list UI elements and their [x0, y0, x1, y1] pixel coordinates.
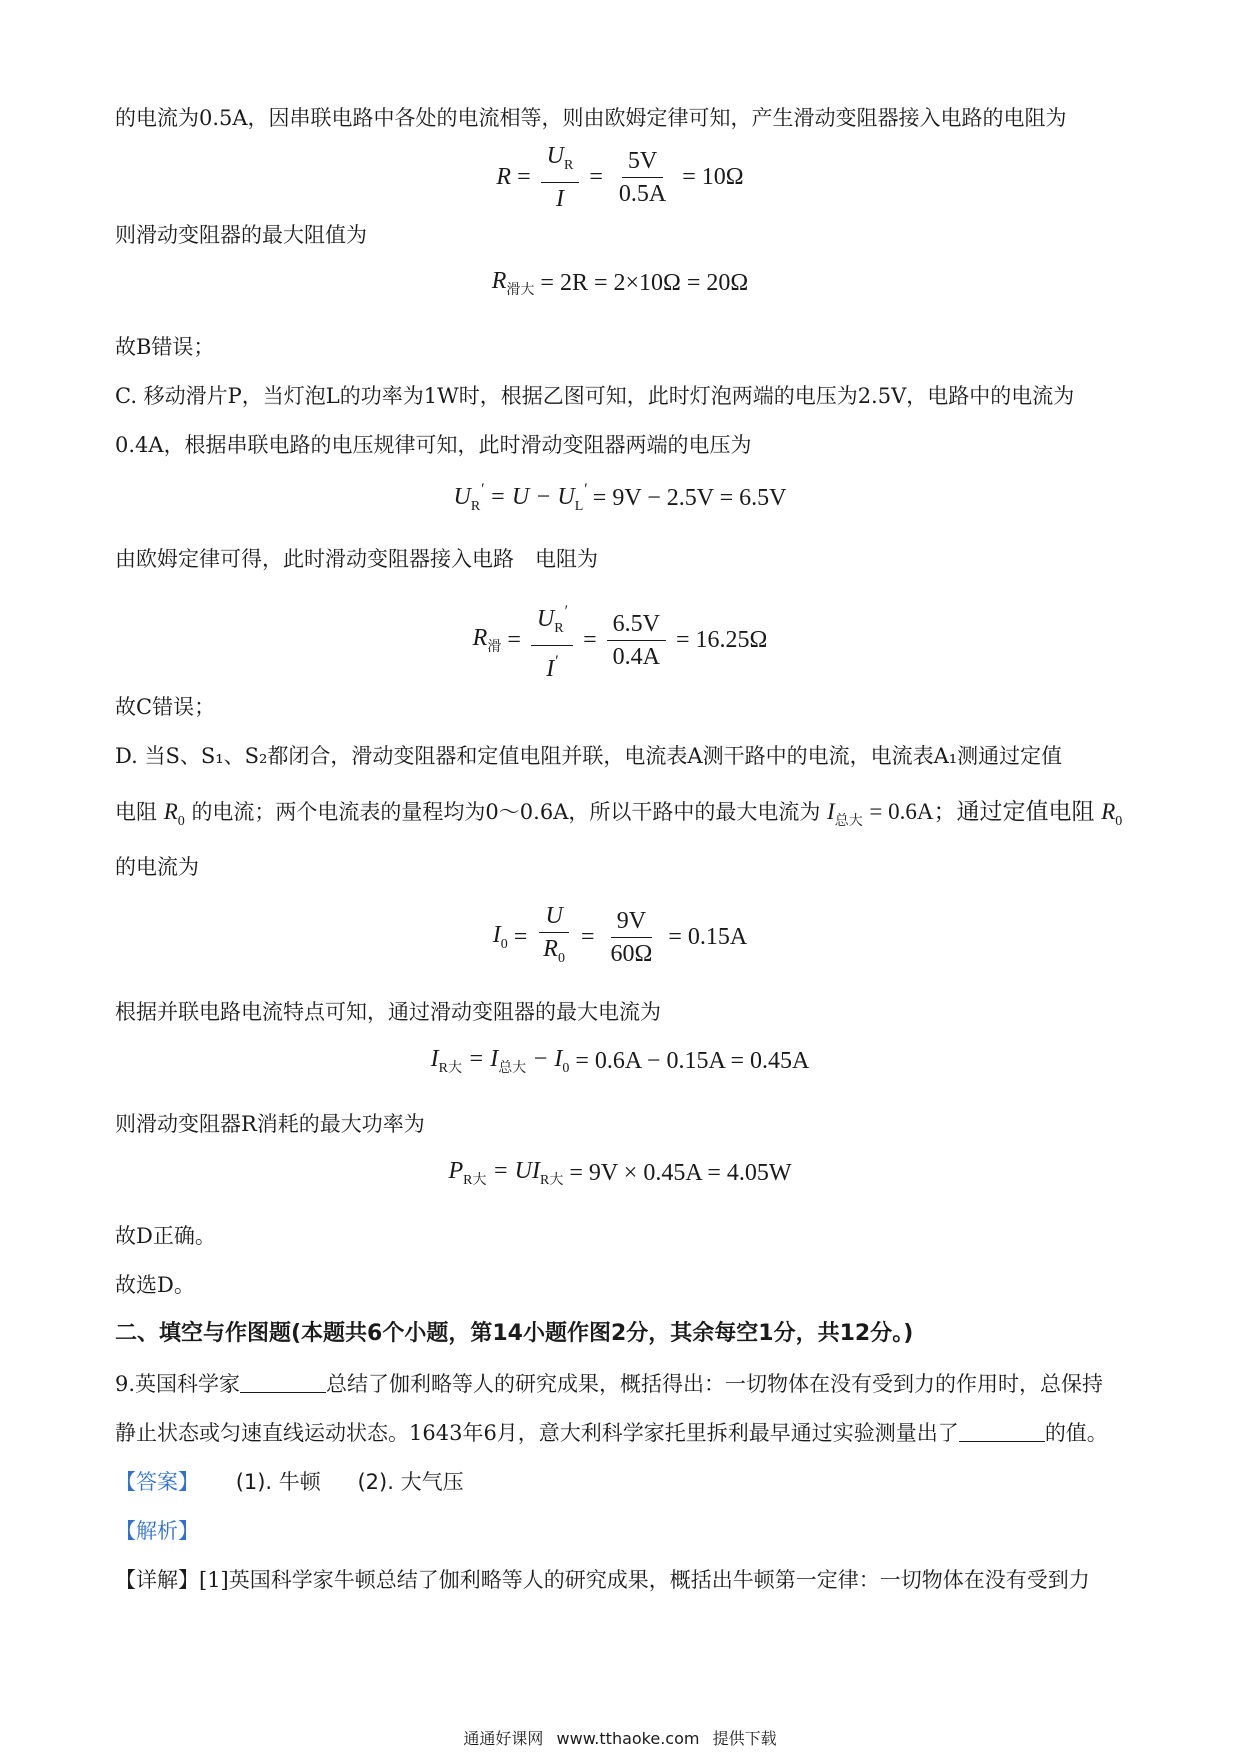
eq4-lhs-sub: 滑: [487, 640, 502, 655]
d2-r0: R: [163, 799, 178, 824]
paragraph-max-power: 则滑动变阻器R消耗的最大功率为: [115, 1112, 425, 1136]
analysis-tag: 【解析】: [115, 1519, 199, 1543]
paragraph-c-wrong: 故C错误；: [115, 695, 216, 719]
eq6-rhs: = 0.6A − 0.15A = 0.45A: [575, 1048, 810, 1074]
eq3-prime-2: ′: [583, 481, 587, 498]
eq5-lhs: I: [492, 922, 501, 948]
eq7-t2-sub: R大: [540, 1173, 564, 1188]
q9-text1: 9.英国科学家: [115, 1372, 241, 1396]
answer-blank-1: [240, 1372, 326, 1393]
eq4-lhs: R: [472, 625, 488, 651]
paragraph-current: 的电流为0.5A，因串联电路中各处的电流相等，则由欧姆定律可知，产生滑动变阻器接入电路的电阻为: [115, 106, 1067, 130]
eq1-num1-sub: R: [563, 158, 574, 173]
eq1-rhs: 10Ω: [701, 164, 744, 190]
analysis-line: [115, 1517, 1130, 1545]
eq2-lhs: R: [491, 268, 507, 294]
paragraph-c-line2: 0.4A，根据串联电路的电压规律可知，此时滑动变阻器两端的电压为: [115, 433, 752, 457]
eq7-t1-sub: R大: [463, 1173, 487, 1188]
paragraph-c-line1: C. 移动滑片P，当灯泡L的功率为1W时，根据乙图可知，此时灯泡两端的电压为2.5V，电路中的电流为: [115, 384, 1075, 408]
equation-slide-resistance: $R_滑$ = $\frac{U_R'}{I'}$ = $\frac{6.5V}{0.4A}$ = 16.25Ω: [0, 598, 1240, 683]
answer-2: (2). 大气压: [357, 1470, 464, 1494]
eq2-rhs: = 2R = 2×10Ω = 20Ω: [540, 270, 749, 296]
detail-line: [115, 1566, 1130, 1594]
eq7-t2: = UI: [492, 1158, 541, 1184]
eq4-den2: 0.4A: [612, 644, 660, 670]
equation-max-current: [0, 1046, 1240, 1077]
d2-text1: 电阻: [115, 800, 157, 824]
eq5-den1-sub: 0: [557, 951, 565, 966]
footer-note: 提供下载: [712, 1729, 777, 1748]
answer-tag: 【答案】: [115, 1470, 199, 1494]
eq7-rhs: = 9V × 0.45A = 4.05W: [569, 1160, 792, 1186]
eq3-prime: ′: [480, 481, 484, 498]
q9-text4: 的值。: [1044, 1421, 1108, 1445]
eq3-t1: U: [453, 484, 471, 510]
q9-text3: 静止状态或匀速直线运动状态。1643年6月，意大利科学家托里拆利最早通过实验测量出了: [115, 1421, 959, 1445]
equation-i0: $I_0$ = $\frac{U}{R_0}$ = $\frac{9V}{60\Omega}$ = 0.15A: [492, 903, 748, 967]
answer-blank-2: [959, 1421, 1045, 1442]
equation-resistance: R = $\frac{U_R}{I}$ = $\frac{5V}{0.5A}$ = 10Ω: [496, 143, 744, 212]
answer-line: [115, 1468, 1130, 1496]
paragraph-max-resistance: 则滑动变阻器的最大阻值为: [115, 223, 367, 247]
eq3-t1-sub: R: [470, 499, 481, 514]
d2-text3: = 0.6A；通过定值电阻: [869, 799, 1095, 824]
eq6-t1: I: [430, 1046, 439, 1072]
question-9-line1: [115, 1370, 1130, 1398]
eq6-t2: = I: [468, 1046, 499, 1072]
eq3-t2-sub: L: [574, 499, 584, 514]
d2-r0-sub: 0: [177, 814, 185, 829]
q9-text2: 总结了伽利略等人的研究成果，概括得出：一切物体在没有受到力的作用时，总保持: [326, 1372, 1104, 1396]
eq4-num1: U: [536, 606, 555, 632]
question-9-line2: [115, 1419, 1130, 1447]
eq4-num1-sub: R: [554, 621, 564, 636]
d2-r0-2: R: [1101, 799, 1116, 824]
eq5-den2: 60Ω: [610, 941, 653, 967]
footer-site: 通通好课网: [463, 1729, 544, 1748]
eq4-num2: 6.5V: [607, 610, 666, 641]
paragraph-b-wrong: 故B错误；: [115, 335, 215, 359]
paragraph-d-line3: 的电流为: [115, 855, 199, 879]
eq3-t2: = U − U: [489, 484, 575, 510]
detail-text: [1]英国科学家牛顿总结了伽利略等人的研究成果，概括出牛顿第一定律：一切物体在没有受到力: [199, 1568, 1090, 1592]
paragraph-choose-d: 故选D。: [115, 1273, 195, 1297]
paragraph-d-line2: [115, 798, 1130, 836]
eq1-num1: U: [546, 143, 564, 169]
eq1-lhs: R: [496, 164, 512, 190]
eq5-rhs: 0.15A: [687, 924, 748, 950]
eq5-lhs-sub: 0: [500, 937, 508, 952]
footer-url: www.tthaoke.com: [556, 1729, 700, 1748]
eq6-t3-sub: 0: [562, 1061, 570, 1076]
equation-max-resistance: [0, 268, 1240, 299]
eq4-rhs: 16.25Ω: [695, 627, 768, 653]
d2-i: I: [827, 799, 835, 824]
eq6-t1-sub: R大: [438, 1061, 462, 1076]
eq5-num2: 9V: [611, 907, 652, 938]
eq5-den1: R: [543, 936, 558, 962]
paragraph-d-correct: 故D正确。: [115, 1224, 216, 1248]
eq2-lhs-sub: 滑大: [506, 283, 535, 298]
d2-i-sub: 总大: [834, 814, 863, 829]
eq3-rhs: = 9V − 2.5V = 6.5V: [592, 484, 787, 511]
equation-voltage: [0, 481, 1240, 515]
d2-text2: 的电流；两个电流表的量程均为0～0.6A，所以干路中的最大电流为: [191, 800, 821, 824]
detail-tag: 【详解】: [115, 1568, 199, 1592]
eq7-t1: P: [448, 1158, 464, 1184]
paragraph-ohm: 由欧姆定律可得，此时滑动变阻器接入电路 电阻为: [115, 547, 598, 571]
eq6-t2-sub: 总大: [498, 1061, 527, 1076]
eq4-den1: I: [546, 656, 555, 682]
d2-r0-2-sub: 0: [1115, 814, 1123, 829]
eq1-den1: I: [555, 186, 564, 212]
page-footer: [0, 1726, 1240, 1749]
eq1-num2: 5V: [622, 147, 663, 178]
paragraph-parallel: 根据并联电路电流特点可知，通过滑动变阻器的最大电流为: [115, 1000, 661, 1024]
paragraph-d-line1: D. 当S、S₁、S₂都闭合，滑动变阻器和定值电阻并联，电流表A测干路中的电流，电流表A₁测通过定值: [115, 744, 1063, 768]
eq6-t3: − I: [532, 1046, 563, 1072]
eq5-num1: U: [539, 902, 568, 933]
equation-max-power: [0, 1158, 1240, 1189]
section-title: 二、填空与作图题(本题共6个小题，第14小题作图2分，其余每空1分，共12分。): [115, 1321, 914, 1346]
eq1-den2: 0.5A: [618, 181, 667, 207]
answer-1: (1). 牛顿: [235, 1470, 321, 1494]
